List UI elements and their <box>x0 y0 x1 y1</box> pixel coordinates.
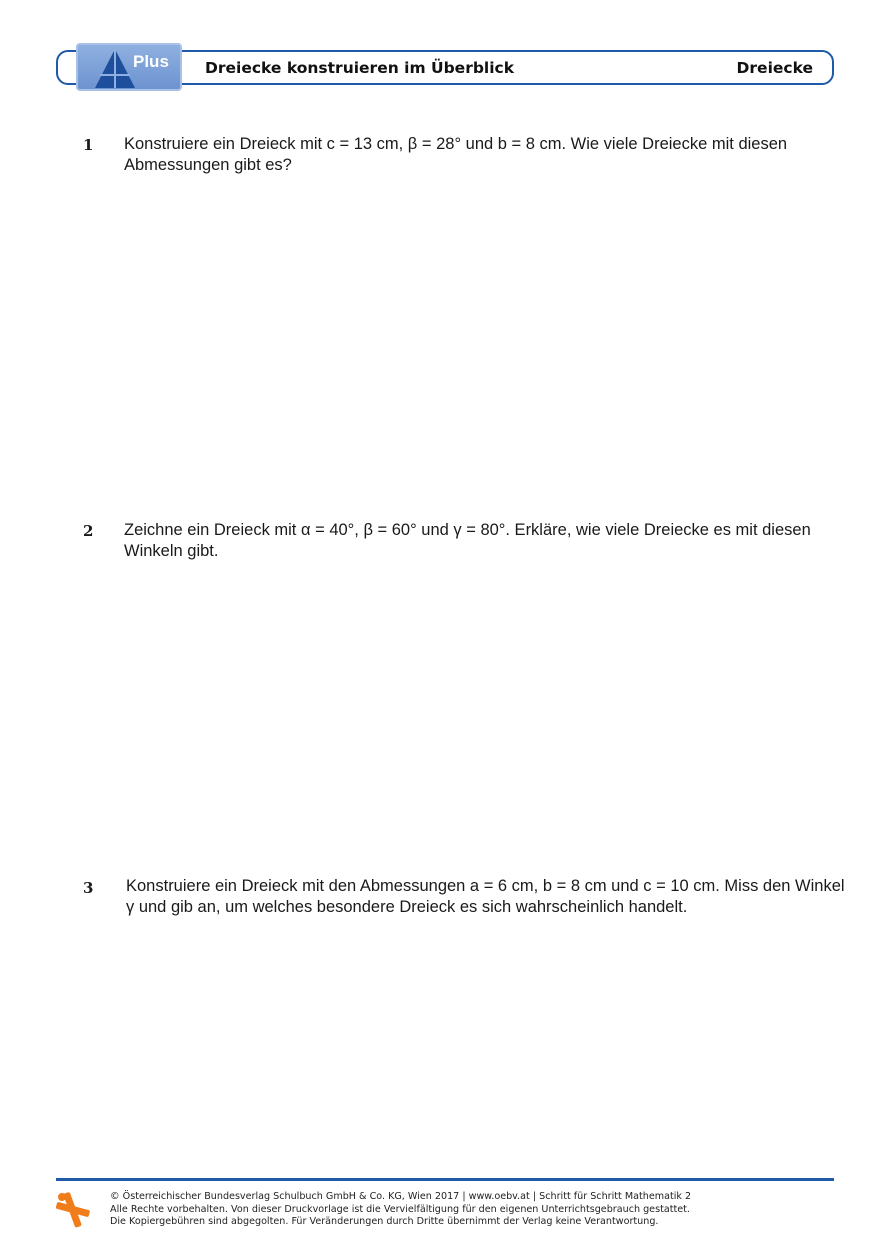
plus-logo <box>76 43 182 91</box>
task-text: Konstruiere ein Dreieck mit den Abmessungen a = 6 cm, b = 8 cm und c = 10 cm. Miss den Winkel γ und gib an, um welches besondere Dreieck es sich wahrscheinlich handelt. <box>126 877 845 916</box>
footer-line-1: © Österreichischer Bundesverlag Schulbuch GmbH & Co. KG, Wien 2017 | www.oebv.at | Schritt für Schritt Mathematik 2 <box>110 1191 692 1202</box>
page-title: Dreiecke konstruieren im Überblick <box>205 59 515 77</box>
footer-line-2: Alle Rechte vorbehalten. Von dieser Druckvorlage ist die Vervielfältigung für den eigenen Unterrichtsgebrauch gestattet. <box>110 1203 690 1215</box>
footer-line-3: Die Kopiergebühren sind abgegolten. Für Veränderungen durch Dritte übernimmt der Verlag keine Verantwortung. <box>110 1216 659 1227</box>
footer-divider <box>56 1178 834 1181</box>
logo-label: Plus <box>133 52 169 71</box>
footer-copyright <box>110 1191 691 1229</box>
task-number: 2 <box>83 522 94 540</box>
topic-label: Dreiecke <box>736 59 813 77</box>
task-number: 3 <box>83 879 94 897</box>
task-text: Konstruiere ein Dreieck mit c = 13 cm, β = 28° und b = 8 cm. Wie viele Dreiecke mit diesen Abmessungen gibt es? <box>124 135 788 174</box>
task-number: 1 <box>83 136 94 154</box>
oebv-logo-icon <box>54 1190 94 1230</box>
task-text: Zeichne ein Dreieck mit α = 40°, β = 60° und γ = 80°. Erkläre, wie viele Dreiecke es mit diesen Winkeln gibt. <box>124 521 811 560</box>
